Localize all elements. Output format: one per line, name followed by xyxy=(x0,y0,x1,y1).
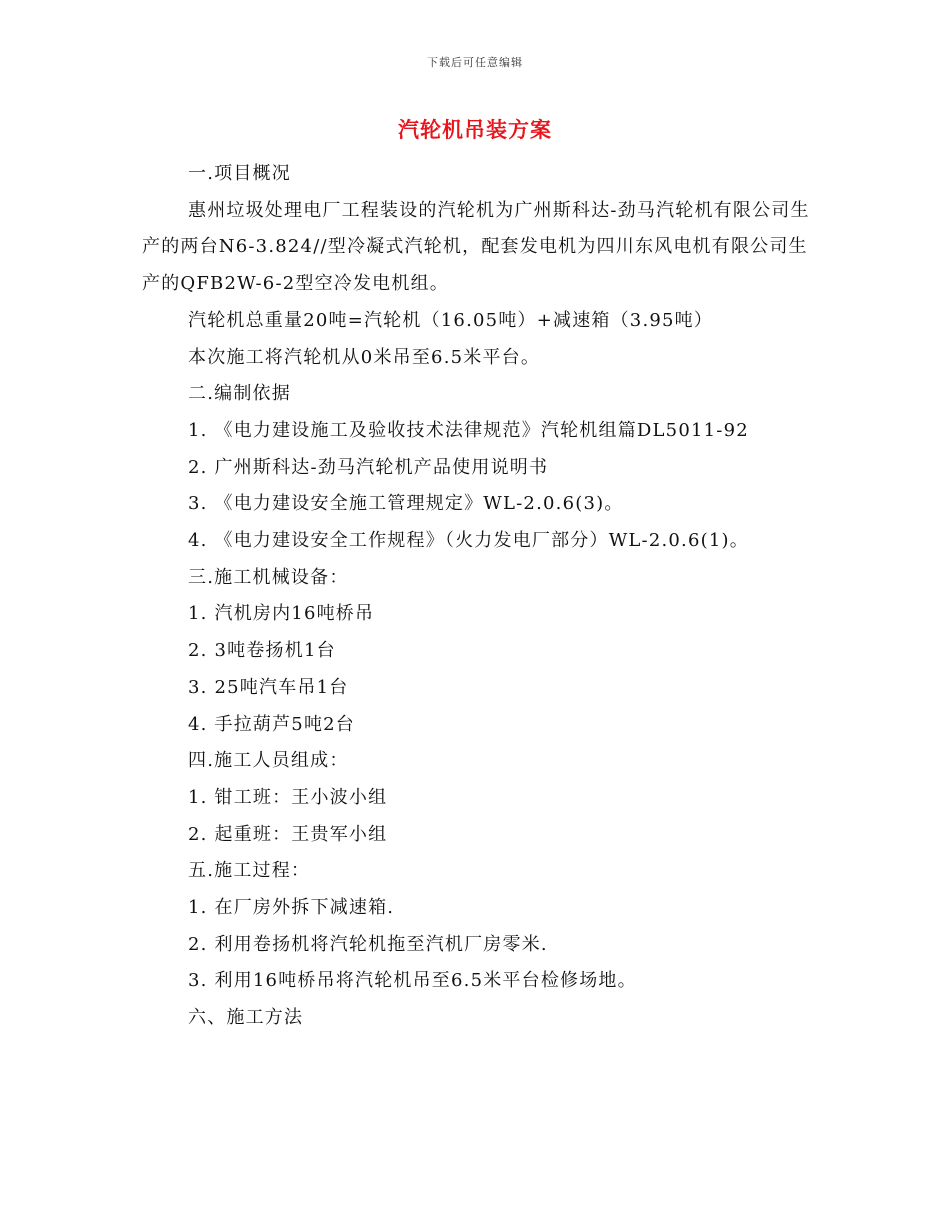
list-item-process-3: 3. 利用16吨桥吊将汽轮机吊至6.5米平台检修场地。 xyxy=(188,970,637,992)
document-body xyxy=(142,156,812,1037)
section-heading-overview: 一.项目概况 xyxy=(188,163,291,184)
section-heading-equipment: 三.施工机械设备： xyxy=(188,566,349,588)
list-item-equipment-2: 2. 3吨卷扬机1台 xyxy=(188,640,336,662)
list-item-basis-2: 2. 广州斯科达-劲马汽轮机产品使用说明书 xyxy=(188,456,549,478)
paragraph-weight: 汽轮机总重量20吨=汽轮机（16.05吨）+减速箱（3.95吨） xyxy=(188,309,714,331)
document-title: 汽轮机吊装方案 xyxy=(398,118,552,142)
section-heading-basis: 二.编制依据 xyxy=(188,383,291,405)
section-heading-staff: 四.施工人员组成： xyxy=(188,750,349,772)
paragraph-lift-scope: 本次施工将汽轮机从0米吊至6.5米平台。 xyxy=(188,346,541,368)
list-item-basis-1: 1. 《电力建设施工及验收技术法律规范》汽轮机组篇DL5011-92 xyxy=(188,419,749,441)
list-item-equipment-4: 4. 手拉葫芦5吨2台 xyxy=(188,713,355,735)
list-item-basis-4: 4. 《电力建设安全工作规程》（火力发电厂部分）WL-2.0.6(1)。 xyxy=(188,530,749,552)
list-item-process-2: 2. 利用卷扬机将汽轮机拖至汽机厂房零米. xyxy=(188,933,548,955)
paragraph-overview: 惠州垃圾处理电厂工程装设的汽轮机为广州斯科达-劲马汽轮机有限公司生产的两台N6-3.824//型冷凝式汽轮机，配套发电机为四川东风电机有限公司生产的QFB2W-6-2型空冷发电机组。 xyxy=(142,199,810,295)
list-item-staff-1: 1. 钳工班：王小波小组 xyxy=(188,786,388,808)
list-item-equipment-3: 3. 25吨汽车吊1台 xyxy=(188,676,349,698)
list-item-basis-3: 3. 《电力建设安全施工管理规定》WL-2.0.6(3)。 xyxy=(188,493,624,515)
header-note: 下载后可任意编辑 xyxy=(427,56,523,69)
list-item-equipment-1: 1. 汽机房内16吨桥吊 xyxy=(188,603,375,625)
section-heading-process: 五.施工过程： xyxy=(188,860,311,882)
list-item-staff-2: 2. 起重班：王贵军小组 xyxy=(188,823,388,845)
list-item-process-1: 1. 在厂房外拆下减速箱. xyxy=(188,897,395,919)
section-heading-method: 六、施工方法 xyxy=(188,1007,304,1029)
